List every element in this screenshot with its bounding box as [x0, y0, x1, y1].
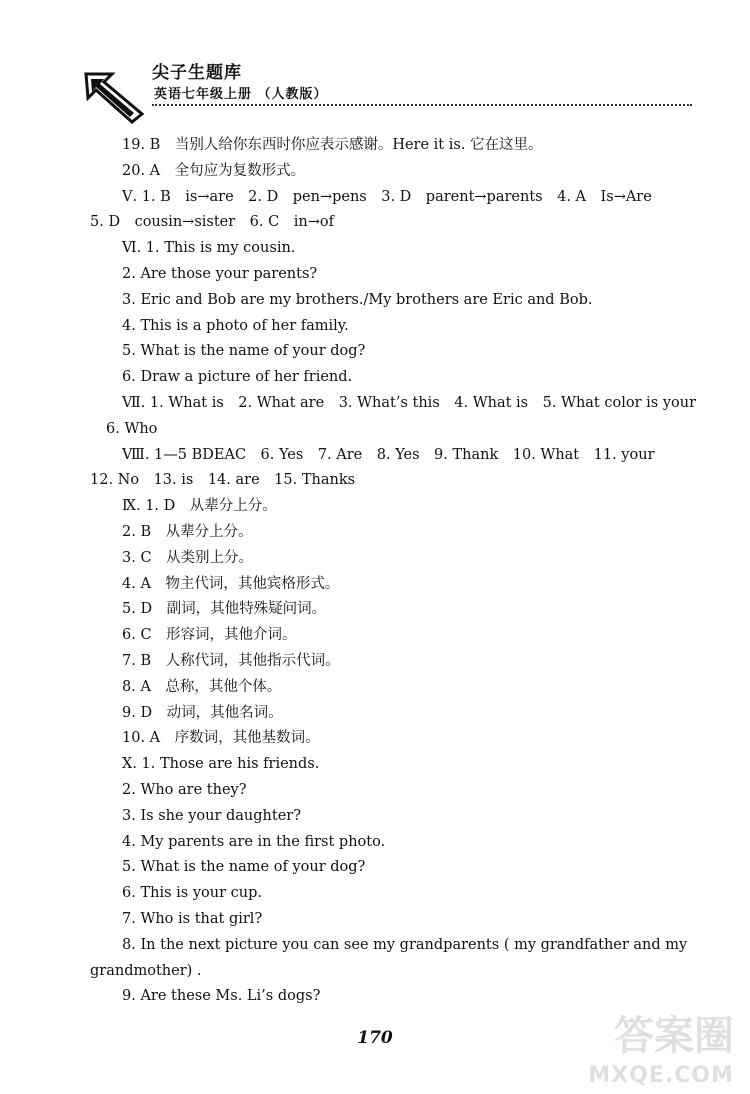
answer-line: 6. Draw a picture of her friend. [122, 369, 353, 386]
answer-line: grandmother) . [90, 962, 202, 979]
watermark [580, 1004, 740, 1088]
answer-line: 2. Who are they? [122, 781, 247, 798]
answer-line: 3. Is she your daughter? [122, 807, 301, 824]
answer-line: 6. Who [106, 420, 158, 437]
answer-line: 5. What is the name of your dog? [122, 343, 366, 360]
header-divider [152, 104, 692, 106]
answer-content [90, 133, 696, 1010]
watermark-logo: 答案圈 [614, 1013, 734, 1059]
section-v-heading: Ⅴ. 1. B is→are 2. D pen→pens 3. D parent→parents 4. A Is→Are [122, 188, 652, 205]
answer-line: 5. D cousin→sister 6. C in→of [90, 214, 334, 231]
answer-line: 4. My parents are in the first photo. [122, 833, 386, 850]
page-header [82, 52, 692, 112]
section-ix-heading: Ⅸ. 1. D 从辈分上分。 [122, 498, 277, 515]
answer-line: 8. In the next picture you can see my grandparents ( my grandfather and my [122, 936, 688, 953]
answer-line: 3. C 从类别上分。 [122, 549, 254, 566]
answer-line: 7. Who is that girl? [122, 910, 263, 927]
answer-line: 19. B 当别人给你东西时你应表示感谢。Here it is. 它在这里。 [122, 137, 543, 153]
answer-line: 10. A 序数词，其他基数词。 [122, 730, 320, 747]
section-x-heading: Ⅹ. 1. Those are his friends. [122, 756, 320, 773]
answer-line: 20. A 全句应为复数形式。 [122, 162, 306, 179]
answer-line: 5. D 副词，其他特殊疑问词。 [122, 601, 327, 618]
section-vii-heading: Ⅶ. 1. What is 2. What are 3. What’s this 4. What is 5. What color is your [122, 394, 697, 411]
answer-line: 8. A 总称，其他个体。 [122, 678, 282, 695]
answer-line: 3. Eric and Bob are my brothers./My brothers are Eric and Bob. [122, 291, 593, 308]
answer-line: 2. B 从辈分上分。 [122, 523, 253, 540]
answer-line: 4. A 物主代词，其他宾格形式。 [122, 575, 340, 592]
answer-line: 4. This is a photo of her family. [122, 317, 349, 334]
answer-line: 9. Are these Ms. Li’s dogs? [122, 988, 321, 1005]
answer-line: 7. B 人称代词，其他指示代词。 [122, 652, 340, 669]
page-number: 170 [357, 1028, 393, 1048]
series-title: 尖子生题库 [152, 63, 242, 83]
answer-line: 2. Are those your parents? [122, 265, 318, 282]
answer-line: 12. No 13. is 14. are 15. Thanks [90, 472, 356, 489]
arrow-icon [82, 70, 146, 124]
section-viii-heading: Ⅷ. 1—5 BDEAC 6. Yes 7. Are 8. Yes 9. Thank 10. What 11. your [122, 446, 655, 463]
answer-line: 5. What is the name of your dog? [122, 859, 366, 876]
section-vi-heading: Ⅵ. 1. This is my cousin. [122, 240, 296, 257]
answer-line: 9. D 动词，其他名词。 [122, 704, 283, 721]
answer-line: 6. This is your cup. [122, 885, 262, 902]
book-title: 英语七年级上册 （人教版） [154, 87, 328, 102]
watermark-url: MXQE.COM [588, 1063, 734, 1088]
answer-line: 6. C 形容词，其他介词。 [122, 627, 297, 644]
